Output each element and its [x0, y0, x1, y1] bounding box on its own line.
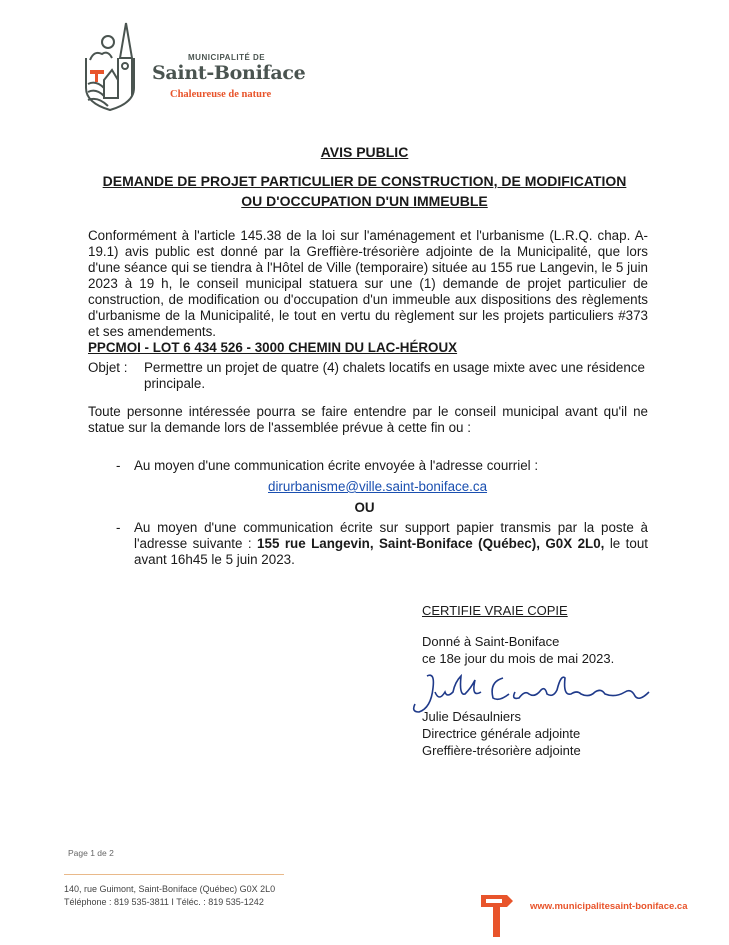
municipality-logo-icon	[82, 18, 142, 113]
certification-date: ce 18e jour du mois de mai 2023.	[422, 651, 615, 666]
objet-label: Objet :	[88, 360, 128, 375]
postal-address: 155 rue Langevin, Saint-Boniface (Québec), G0X 2L0,	[257, 536, 605, 551]
subtitle-line-2: OU D'OCCUPATION D'UN IMMEUBLE	[241, 193, 488, 209]
page-title: AVIS PUBLIC	[320, 144, 409, 160]
intro-paragraph: Conformément à l'article 145.38 de la loi sur l'aménagement et l'urbanisme (L.R.Q. chap. A-19.1) avis public est donné par la Greffière-trésorière adjointe de la Municipalité, que lors d'une séance qui se tiendra à l'Hôtel de Ville (temporaire) située au 155 rue Langevin, le 5 juin 2023 à 19 h, le conseil municipal statuera sur une (1) demande de projet particulier de construction, de modification ou d'occupation d'un immeuble aux dispositions des règlements d'urbanisme de la Municipalité, le tout en vertu du règlement sur les projets particuliers #373 et ses amendements.	[88, 228, 648, 339]
bullet-post-post: le tout avant 16h45 le 5 juin 2023.	[134, 536, 649, 567]
hearing-paragraph: Toute personne intéressée pourra se faire entendre par le conseil municipal avant qu'il ne statue sur la demande lors de l'assemblée prévue à cette fin ou :	[88, 404, 648, 435]
footer-phone: Téléphone : 819 535-3811 I Téléc. : 819 535-1242	[64, 897, 264, 907]
footer-divider	[64, 874, 284, 875]
footer-website[interactable]: www.municipalitesaint-boniface.ca	[530, 901, 688, 912]
objet-text: Permettre un projet de quatre (4) chalets locatifs en usage mixte avec une résidence principale.	[144, 360, 645, 391]
page-number: Page 1 de 2	[68, 848, 114, 858]
bullet-mark: -	[116, 520, 121, 535]
logo-tagline: Chaleureuse de nature	[170, 89, 272, 100]
footer-address: 140, rue Guimont, Saint-Boniface (Québec) G0X 2L0	[64, 884, 276, 894]
subtitle-line-1: DEMANDE DE PROJET PARTICULIER DE CONSTRUCTION, DE MODIFICATION	[102, 173, 627, 189]
logo-prefix: MUNICIPALITÉ DE	[188, 53, 266, 62]
signer-role-1: Directrice générale adjointe	[422, 726, 581, 741]
bullet-mark: -	[116, 458, 121, 473]
logo-name: Saint-Boniface	[152, 62, 306, 84]
bullet-post-pre: Au moyen d'une communication écrite sur support papier transmis par la poste à l'adresse suivante :	[134, 520, 648, 551]
signpost-icon	[481, 895, 513, 937]
signer-role-2: Greffière-trésorière adjointe	[422, 743, 581, 758]
lot-heading: PPCMOI - LOT 6 434 526 - 3000 CHEMIN DU LAC-HÉROUX	[88, 340, 458, 355]
bullet-post-text	[134, 520, 648, 568]
ou-separator: OU	[354, 500, 375, 515]
certification-place: Donné à Saint-Boniface	[422, 634, 560, 649]
email-link[interactable]: dirurbanisme@ville.saint-boniface.ca	[268, 479, 488, 494]
signer-name: Julie Désaulniers	[422, 709, 521, 724]
bullet-email-text: Au moyen d'une communication écrite envoyée à l'adresse courriel :	[134, 458, 539, 473]
certification-heading: CERTIFIE VRAIE COPIE	[422, 603, 568, 618]
